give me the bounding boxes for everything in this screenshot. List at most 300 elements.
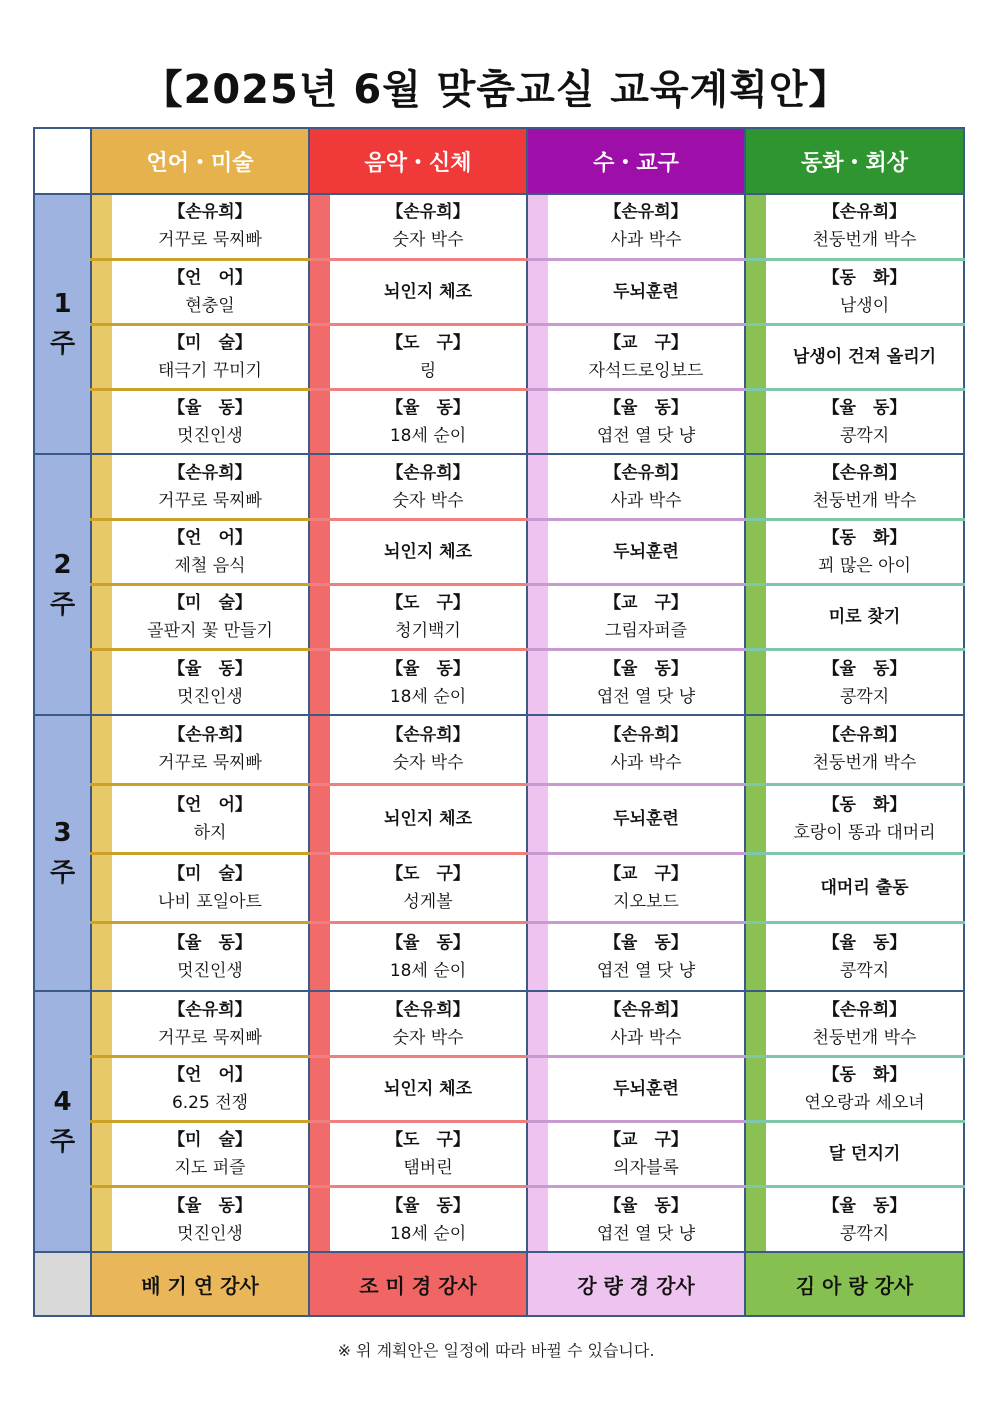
activity-name: 연오랑과 세오녀 xyxy=(804,1093,925,1114)
footnote: ※ 위 계획안은 일정에 따라 바뀔 수 있습니다. xyxy=(337,1341,655,1360)
activity-name: 두뇌훈련 xyxy=(613,1079,679,1100)
activity-content xyxy=(528,996,744,1052)
activity-name: 천둥번개 박수 xyxy=(812,230,917,251)
column-color-bar xyxy=(528,326,548,388)
activity-cell xyxy=(745,454,964,519)
week-unit: 주 xyxy=(49,1126,76,1157)
activity-name: 호랑이 똥과 대머리 xyxy=(793,822,936,843)
activity-name: 달 던지기 xyxy=(828,1144,901,1165)
activity-content xyxy=(528,655,744,711)
column-color-bar xyxy=(746,1188,766,1251)
activity-name: 숫자 박수 xyxy=(392,753,464,774)
column-color-bar xyxy=(92,786,112,852)
plan-row xyxy=(34,194,964,259)
activity-category: 【미 술】 xyxy=(168,332,252,353)
activity-category: 【손유희】 xyxy=(386,202,470,223)
activity-name: 거꾸로 묵찌빠 xyxy=(158,230,262,251)
activity-content xyxy=(310,860,526,916)
activity-content xyxy=(92,198,308,254)
activity-content xyxy=(310,1192,526,1248)
plan-row xyxy=(34,853,964,922)
activity-category: 【율 동】 xyxy=(604,658,688,679)
activity-name: 멋진인생 xyxy=(177,426,243,447)
activity-name: 골판지 꽃 만들기 xyxy=(147,621,273,642)
activity-content xyxy=(310,1075,526,1103)
activity-cell xyxy=(527,1056,745,1121)
activity-name: 그림자퍼즐 xyxy=(604,621,688,642)
activity-category: 【손유희】 xyxy=(604,202,688,223)
activity-cell xyxy=(527,853,745,922)
column-color-bar xyxy=(528,195,548,258)
activity-cell xyxy=(309,1187,527,1252)
activity-category: 【손유희】 xyxy=(604,725,688,746)
activity-name: 남생이 건져 올리기 xyxy=(792,346,937,367)
activity-name: 태극기 꾸미기 xyxy=(158,360,262,381)
column-color-bar xyxy=(92,455,112,518)
week-number: 1 xyxy=(53,289,72,320)
activity-name: 사과 박수 xyxy=(610,1027,682,1048)
column-color-bar xyxy=(310,855,330,921)
column-color-bar xyxy=(746,716,766,783)
activity-content xyxy=(92,791,308,847)
column-color-bar xyxy=(92,326,112,388)
activity-category: 【율 동】 xyxy=(386,398,470,419)
activity-content xyxy=(528,459,744,515)
lesson-plan-table xyxy=(33,127,965,1317)
activity-name: 콩깍지 xyxy=(839,1223,890,1244)
column-header: 수・교구 xyxy=(527,128,745,194)
activity-content xyxy=(310,589,526,645)
column-color-bar xyxy=(528,924,548,991)
activity-name: 천둥번개 박수 xyxy=(812,753,917,774)
week-label xyxy=(34,991,91,1252)
activity-cell xyxy=(91,389,309,454)
column-color-bar xyxy=(310,1123,330,1185)
column-color-bar xyxy=(528,455,548,518)
column-color-bar xyxy=(310,992,330,1055)
activity-cell xyxy=(745,585,964,650)
activity-name: 엽전 열 닷 냥 xyxy=(596,686,696,707)
footer-corner xyxy=(34,1252,91,1316)
activity-content xyxy=(746,264,963,320)
activity-name: 18세 순이 xyxy=(389,426,467,447)
activity-name: 사과 박수 xyxy=(610,490,682,511)
activity-cell xyxy=(91,1056,309,1121)
activity-cell xyxy=(527,585,745,650)
column-color-bar xyxy=(310,195,330,258)
page-title: 【2025년 6월 맞춤교실 교육계획안】 xyxy=(142,67,850,113)
column-color-bar xyxy=(310,786,330,852)
activity-name: 숫자 박수 xyxy=(392,1027,464,1048)
column-color-bar xyxy=(92,1123,112,1185)
activity-name: 뇌인지 체조 xyxy=(383,1079,473,1100)
column-color-bar xyxy=(310,261,330,323)
activity-content xyxy=(528,538,744,566)
activity-name: 엽전 열 닷 냥 xyxy=(596,1223,696,1244)
column-color-bar xyxy=(746,391,766,454)
activity-cell xyxy=(91,650,309,715)
activity-category: 【언 어】 xyxy=(168,267,252,288)
activity-content xyxy=(92,459,308,515)
column-color-bar xyxy=(92,924,112,991)
plan-row xyxy=(34,324,964,389)
activity-content xyxy=(528,198,744,254)
column-color-bar xyxy=(310,455,330,518)
activity-cell xyxy=(91,991,309,1056)
activity-name: 나비 포일아트 xyxy=(158,891,262,912)
teacher-name: 김 아 랑 강사 xyxy=(745,1252,964,1316)
activity-content xyxy=(528,1192,744,1248)
activity-category: 【율 동】 xyxy=(604,398,688,419)
column-color-bar xyxy=(746,455,766,518)
column-color-bar xyxy=(92,391,112,454)
activity-name: 제철 음식 xyxy=(174,556,246,577)
activity-name: 콩깍지 xyxy=(839,686,890,707)
activity-cell xyxy=(745,650,964,715)
week-label xyxy=(34,715,91,992)
activity-category: 【미 술】 xyxy=(168,863,252,884)
activity-content xyxy=(310,329,526,385)
activity-name: 엽전 열 닷 냥 xyxy=(596,426,696,447)
activity-content xyxy=(92,1192,308,1248)
activity-name: 거꾸로 묵찌빠 xyxy=(158,1027,262,1048)
activity-content xyxy=(528,1075,744,1103)
activity-content xyxy=(746,996,963,1052)
activity-cell xyxy=(745,194,964,259)
activity-cell xyxy=(527,324,745,389)
activity-cell xyxy=(309,1056,527,1121)
activity-name: 링 xyxy=(419,360,437,381)
activity-cell xyxy=(745,784,964,853)
week-number: 4 xyxy=(53,1086,72,1117)
activity-content xyxy=(92,655,308,711)
column-color-bar xyxy=(310,521,330,583)
column-color-bar xyxy=(310,391,330,454)
activity-category: 【율 동】 xyxy=(168,658,252,679)
activity-cell xyxy=(309,715,527,784)
activity-cell xyxy=(745,922,964,991)
activity-category: 【율 동】 xyxy=(822,658,907,679)
activity-name: 거꾸로 묵찌빠 xyxy=(158,753,262,774)
activity-name: 의자블록 xyxy=(613,1158,679,1179)
activity-cell xyxy=(309,454,527,519)
activity-category: 【교 구】 xyxy=(604,332,688,353)
activity-cell xyxy=(91,259,309,324)
column-color-bar xyxy=(528,651,548,714)
activity-name: 사과 박수 xyxy=(610,230,682,251)
teacher-name: 조 미 경 강사 xyxy=(309,1252,527,1316)
column-color-bar xyxy=(746,586,766,648)
column-color-bar xyxy=(746,992,766,1055)
activity-content xyxy=(528,394,744,450)
activity-cell xyxy=(91,922,309,991)
activity-content xyxy=(92,524,308,580)
activity-content xyxy=(92,329,308,385)
week-number: 2 xyxy=(53,549,72,580)
column-color-bar xyxy=(528,1058,548,1120)
column-color-bar xyxy=(92,855,112,921)
activity-cell xyxy=(91,194,309,259)
activity-category: 【율 동】 xyxy=(604,933,688,954)
plan-row xyxy=(34,454,964,519)
activity-name: 뇌인지 체조 xyxy=(383,542,473,563)
activity-name: 뇌인지 체조 xyxy=(383,808,473,829)
activity-category: 【손유희】 xyxy=(822,725,907,746)
activity-cell xyxy=(309,324,527,389)
plan-row xyxy=(34,585,964,650)
activity-cell xyxy=(91,454,309,519)
activity-content xyxy=(92,860,308,916)
activity-category: 【율 동】 xyxy=(822,1195,907,1216)
column-color-bar xyxy=(528,716,548,783)
activity-name: 멋진인생 xyxy=(177,961,243,982)
week-unit: 주 xyxy=(49,589,76,620)
activity-cell xyxy=(527,650,745,715)
activity-name: 엽전 열 닷 냥 xyxy=(596,961,696,982)
column-color-bar xyxy=(310,586,330,648)
week-unit: 주 xyxy=(49,329,76,360)
activity-cell xyxy=(527,784,745,853)
column-header: 동화・회상 xyxy=(745,128,964,194)
activity-content xyxy=(310,929,526,985)
activity-content xyxy=(92,721,308,777)
activity-category: 【손유희】 xyxy=(604,462,688,483)
column-color-bar xyxy=(528,391,548,454)
activity-cell xyxy=(309,922,527,991)
activity-cell xyxy=(745,1187,964,1252)
activity-category: 【율 동】 xyxy=(168,398,252,419)
activity-name: 자석드로잉보드 xyxy=(588,360,704,381)
activity-category: 【도 구】 xyxy=(386,332,470,353)
activity-name: 탬버린 xyxy=(403,1158,453,1179)
activity-cell xyxy=(309,853,527,922)
activity-category: 【교 구】 xyxy=(604,863,688,884)
activity-cell xyxy=(527,1187,745,1252)
column-color-bar xyxy=(746,195,766,258)
activity-category: 【율 동】 xyxy=(822,933,907,954)
activity-name: 숫자 박수 xyxy=(392,230,464,251)
activity-content xyxy=(310,1126,526,1182)
activity-cell xyxy=(527,194,745,259)
column-color-bar xyxy=(528,586,548,648)
column-color-bar xyxy=(92,716,112,783)
activity-cell xyxy=(309,991,527,1056)
column-color-bar xyxy=(310,1058,330,1120)
column-header: 음악・신체 xyxy=(309,128,527,194)
activity-category: 【언 어】 xyxy=(168,1065,252,1086)
activity-cell xyxy=(527,389,745,454)
teacher-name: 배 기 연 강사 xyxy=(91,1252,309,1316)
column-color-bar xyxy=(528,1188,548,1251)
activity-category: 【손유희】 xyxy=(822,999,907,1020)
activity-name: 뇌인지 체조 xyxy=(383,281,473,302)
plan-row xyxy=(34,922,964,991)
activity-category: 【손유희】 xyxy=(386,999,470,1020)
activity-cell xyxy=(309,259,527,324)
activity-cell xyxy=(745,991,964,1056)
activity-name: 멋진인생 xyxy=(177,1223,243,1244)
activity-category: 【손유희】 xyxy=(604,999,688,1020)
activity-cell xyxy=(745,520,964,585)
week-label xyxy=(34,454,91,714)
activity-category: 【미 술】 xyxy=(168,593,252,614)
activity-content xyxy=(746,343,963,371)
activity-content xyxy=(746,1192,963,1248)
activity-cell xyxy=(309,389,527,454)
activity-name: 숫자 박수 xyxy=(392,490,464,511)
activity-category: 【손유희】 xyxy=(168,999,252,1020)
activity-cell xyxy=(91,520,309,585)
plan-row xyxy=(34,1122,964,1187)
activity-content xyxy=(310,655,526,711)
activity-content xyxy=(746,1140,963,1168)
column-color-bar xyxy=(310,651,330,714)
plan-row xyxy=(34,1187,964,1252)
activity-cell xyxy=(91,324,309,389)
activity-category: 【손유희】 xyxy=(822,202,907,223)
week-unit: 주 xyxy=(49,858,76,889)
activity-content xyxy=(746,459,963,515)
activity-category: 【율 동】 xyxy=(604,1195,688,1216)
activity-content xyxy=(746,603,963,631)
activity-name: 성게볼 xyxy=(403,891,453,912)
column-color-bar xyxy=(746,786,766,852)
activity-content xyxy=(746,1061,963,1117)
activity-category: 【율 동】 xyxy=(168,1195,252,1216)
activity-content xyxy=(746,721,963,777)
activity-category: 【동 화】 xyxy=(822,1065,907,1086)
activity-content xyxy=(92,264,308,320)
activity-category: 【교 구】 xyxy=(604,1130,688,1151)
activity-content xyxy=(746,524,963,580)
activity-name: 청기백기 xyxy=(395,621,461,642)
activity-category: 【동 화】 xyxy=(822,528,907,549)
column-color-bar xyxy=(746,326,766,388)
column-color-bar xyxy=(528,521,548,583)
activity-category: 【율 동】 xyxy=(386,658,470,679)
activity-category: 【동 화】 xyxy=(822,794,907,815)
activity-category: 【언 어】 xyxy=(168,528,252,549)
column-color-bar xyxy=(310,326,330,388)
activity-content xyxy=(310,538,526,566)
activity-cell xyxy=(91,1187,309,1252)
activity-name: 대머리 출동 xyxy=(820,877,909,898)
activity-name: 멋진인생 xyxy=(177,686,243,707)
plan-body xyxy=(34,194,964,1252)
activity-content xyxy=(310,394,526,450)
activity-name: 콩깍지 xyxy=(839,961,890,982)
column-color-bar xyxy=(92,586,112,648)
activity-category: 【손유희】 xyxy=(168,462,252,483)
activity-name: 사과 박수 xyxy=(610,753,682,774)
column-color-bar xyxy=(746,651,766,714)
plan-row xyxy=(34,520,964,585)
activity-category: 【도 구】 xyxy=(386,863,470,884)
column-color-bar xyxy=(92,1188,112,1251)
activity-content xyxy=(310,721,526,777)
column-color-bar xyxy=(746,855,766,921)
activity-content xyxy=(746,394,963,450)
activity-category: 【언 어】 xyxy=(168,794,252,815)
column-color-bar xyxy=(528,855,548,921)
activity-name: 두뇌훈련 xyxy=(613,542,679,563)
activity-cell xyxy=(91,784,309,853)
activity-content xyxy=(528,721,744,777)
plan-row xyxy=(34,389,964,454)
activity-cell xyxy=(527,991,745,1056)
column-color-bar xyxy=(92,1058,112,1120)
column-color-bar xyxy=(310,716,330,783)
plan-row xyxy=(34,991,964,1056)
activity-content xyxy=(310,459,526,515)
activity-content xyxy=(528,1126,744,1182)
activity-content xyxy=(310,278,526,306)
activity-content xyxy=(92,589,308,645)
activity-cell xyxy=(527,259,745,324)
activity-cell xyxy=(91,715,309,784)
activity-cell xyxy=(745,324,964,389)
activity-cell xyxy=(745,1122,964,1187)
activity-category: 【율 동】 xyxy=(386,933,470,954)
activity-cell xyxy=(527,715,745,784)
teacher-row xyxy=(34,1252,964,1316)
column-color-bar xyxy=(746,1058,766,1120)
activity-category: 【손유희】 xyxy=(168,725,252,746)
column-color-bar xyxy=(528,786,548,852)
activity-category: 【도 구】 xyxy=(386,1130,470,1151)
activity-name: 콩깍지 xyxy=(839,426,890,447)
column-color-bar xyxy=(746,261,766,323)
column-color-bar xyxy=(92,261,112,323)
column-color-bar xyxy=(92,521,112,583)
activity-name: 거꾸로 묵찌빠 xyxy=(158,490,262,511)
week-number: 3 xyxy=(53,818,72,849)
activity-cell xyxy=(91,585,309,650)
activity-content xyxy=(92,929,308,985)
column-color-bar xyxy=(528,992,548,1055)
activity-cell xyxy=(309,784,527,853)
activity-name: 두뇌훈련 xyxy=(613,281,679,302)
activity-name: 18세 순이 xyxy=(389,1223,467,1244)
activity-cell xyxy=(745,853,964,922)
activity-category: 【손유희】 xyxy=(168,202,252,223)
activity-content xyxy=(746,655,963,711)
column-color-bar xyxy=(92,651,112,714)
activity-content xyxy=(746,874,963,902)
activity-content xyxy=(746,791,963,847)
activity-category: 【미 술】 xyxy=(168,1130,252,1151)
activity-name: 하지 xyxy=(193,822,227,843)
plan-row xyxy=(34,1056,964,1121)
column-color-bar xyxy=(92,195,112,258)
activity-content xyxy=(310,996,526,1052)
plan-row xyxy=(34,715,964,784)
activity-content xyxy=(310,805,526,833)
activity-name: 꾀 많은 아이 xyxy=(818,556,911,577)
activity-name: 18세 순이 xyxy=(389,686,467,707)
activity-content xyxy=(528,589,744,645)
column-color-bar xyxy=(92,992,112,1055)
activity-content xyxy=(528,860,744,916)
activity-category: 【동 화】 xyxy=(822,267,907,288)
activity-cell xyxy=(745,1056,964,1121)
activity-category: 【손유희】 xyxy=(822,462,907,483)
activity-name: 미로 찾기 xyxy=(828,607,901,628)
activity-content xyxy=(746,929,963,985)
activity-content xyxy=(92,394,308,450)
activity-cell xyxy=(309,585,527,650)
header-row xyxy=(34,128,964,194)
